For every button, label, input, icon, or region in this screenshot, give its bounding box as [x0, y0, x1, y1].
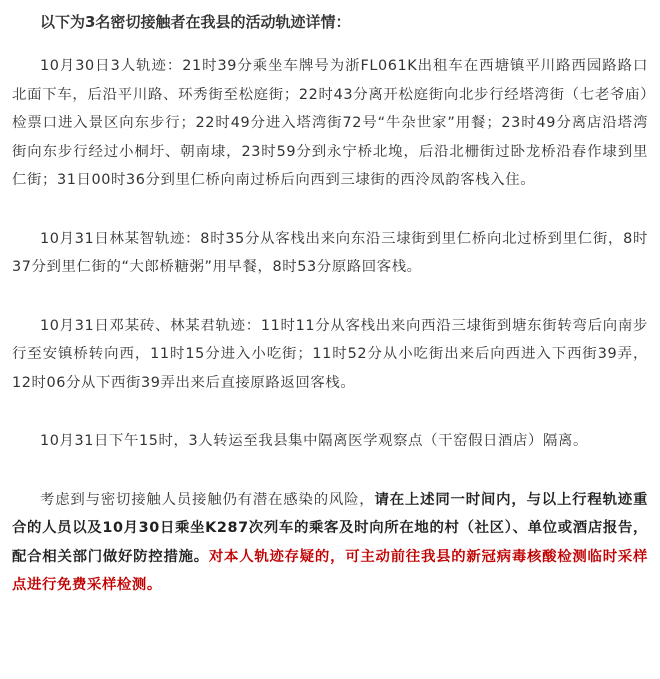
notice-intro: 考虑到与密切接触人员接触仍有潜在感染的风险， [40, 491, 375, 508]
transfer-paragraph: 10月31日下午15时，3人转运至我县集中隔离医学观察点（干窑假日酒店）隔离。 [40, 433, 588, 449]
notice-paragraph [12, 486, 648, 600]
section-heading: 以下为3名密切接触者在我县的活动轨迹详情： [40, 13, 351, 31]
notice-red-instruction: 对本人轨迹存疑的，可主动前往我县的新冠病毒核酸检测临时采样点进行免费采样检测。 [12, 548, 648, 593]
notice-bold-instruction: 请在上述同一时间内，与以上行程轨迹重合的人员以及10月30日乘坐K287次列车的乘客及时向所在地的村（社区）、单位或酒店报告，配合相关部门做好防控措施。 [12, 491, 648, 565]
trajectory-paragraph-deng-lin: 10月31日邓某砖、林某君轨迹：11时11分从客栈出来向西沿三埭街到塘东街转弯后向南步行至安镇桥转向西，11时15分进入小吃街；11时52分从小吃街出来后向西进入下西街39弄，12时06分从下西街39弄出来后直接原路返回客栈。 [12, 317, 648, 391]
trajectory-paragraph-group: 10月30日3人轨迹：21时39分乘坐车牌号为浙FL061K出租车在西塘镇平川路西园路路口北面下车，后沿平川路、环秀街至松庭街；22时43分离开松庭街向北步行经塔湾街（七老爷庙）检票口进入景区向东步行；22时49分进入塔湾街72号“牛杂世家”用餐；23时49分离店沿塔湾街向东步行经过小桐圩、朝南埭，23时59分到永宁桥北堍，后沿北栅街过卧龙桥沿春作埭到里仁街；31日00时36分到里仁桥向南过桥后向西到三埭街的西泠凤韵客栈入住。 [12, 58, 648, 188]
trajectory-paragraph-lin-mouzhi: 10月31日林某智轨迹：8时35分从客栈出来向东沿三埭街到里仁桥向北过桥到里仁街，8时37分到里仁街的“大郎桥糖粥”用早餐，8时53分原路回客栈。 [12, 230, 648, 275]
